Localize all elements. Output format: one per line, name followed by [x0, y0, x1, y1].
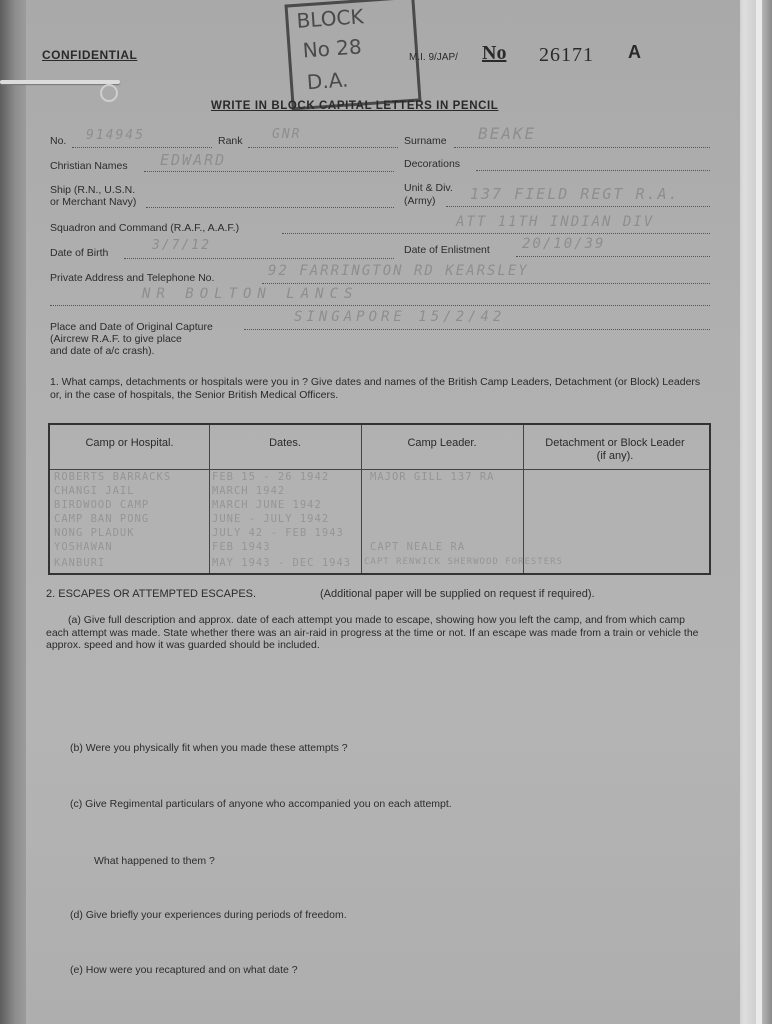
rank-value: GNR — [272, 127, 302, 142]
file-stack-left-edge — [0, 0, 26, 1024]
confidential-label: CONFIDENTIAL — [42, 48, 138, 62]
form-sheet — [26, 0, 740, 1024]
ship-label-line-1: Ship (R.N., U.S.N. — [50, 184, 136, 196]
table-row-7-leader: CAPT RENWICK SHERWOOD FORESTERS — [364, 557, 563, 567]
capture-value: SINGAPORE 15/2/42 — [294, 309, 506, 325]
column-header-camp: Camp or Hospital. — [85, 437, 174, 449]
question-2c-text: (c) Give Regimental particulars of anyone who accompanied you on each attempt. — [70, 798, 452, 810]
table-row-6-dates: FEB 1943 — [212, 541, 271, 553]
block-capitals-instruction: WRITE IN BLOCK CAPITAL LETTERS IN PENCIL — [211, 100, 499, 112]
table-row-7-camp: KANBURI — [54, 557, 106, 569]
column-header-dates: Dates. — [269, 437, 301, 449]
stamp-line-1: BLOCK — [295, 4, 365, 33]
camps-table — [48, 423, 711, 575]
question-2b-text: (b) Were you physically fit when you made these attempts ? — [70, 742, 348, 754]
question-2a-text: (a) Give full description and approx. date of each attempt you made to escape, showing how you left the camp, and from which camp each attempt was made. State whether there was an air-raid in progress at the time or not. If an escape was made from a train or vehicle the approx. speed and how it was guarded should be included. — [46, 614, 699, 651]
table-row-4-dates: JUNE - JULY 1942 — [212, 513, 330, 525]
question-2e-text: (e) How were you recaptured and on what date ? — [70, 964, 298, 976]
binding-string — [0, 80, 120, 84]
question-1-text: 1. What camps, detachments or hospitals were you in ? Give dates and names of the British Camp Leaders, Detachment (or Block) Leaders or, in the case of hospitals, the Senior British Medical Officers. — [50, 376, 701, 401]
no-value: 914945 — [86, 128, 145, 143]
capture-label-line-2: (Aircrew R.A.F. to give place — [50, 333, 182, 345]
table-row-6-camp: YOSHAWAN — [54, 541, 113, 553]
squadron-value: ATT 11TH INDIAN DIV — [456, 214, 655, 230]
file-stack-right-sheet — [756, 0, 762, 1024]
capture-label-line-1: Place and Date of Original Capture — [50, 321, 213, 333]
decorations-label: Decorations — [404, 158, 461, 170]
table-row-3-camp: BIRDWOOD CAMP — [54, 499, 150, 511]
table-row-4-camp: CAMP BAN PONG — [54, 513, 150, 525]
table-row-1-leader: MAJOR GILL 137 RA — [370, 471, 495, 483]
stamp-line-3: D.A. — [306, 67, 350, 95]
table-row-3-dates: MARCH JUNE 1942 — [212, 499, 322, 511]
question-2c-followup-text: What happened to them ? — [94, 855, 215, 867]
column-header-camp-leader: Camp Leader. — [407, 437, 477, 449]
no-label: No. — [50, 135, 67, 147]
date-of-enlistment-value: 20/10/39 — [522, 236, 606, 252]
private-address-value-line-1: 92 FARRINGTON RD KEARSLEY — [268, 263, 529, 279]
block-stamp — [284, 0, 421, 110]
capture-label-line-3: and date of a/c crash). — [50, 345, 155, 357]
private-address-label: Private Address and Telephone No. — [50, 272, 215, 284]
table-row-2-camp: CHANGI JAIL — [54, 485, 135, 497]
christian-names-value: EDWARD — [160, 151, 227, 169]
table-row-5-dates: JULY 42 - FEB 1943 — [212, 527, 344, 539]
table-row-1-camp: ROBERTS BARRACKS — [54, 471, 172, 483]
rank-label: Rank — [218, 135, 243, 147]
unit-label-line-2: (Army) — [404, 195, 436, 207]
unit-label-line-1: Unit & Div. — [404, 182, 453, 194]
table-row-6-leader: CAPT NEALE RA — [370, 541, 466, 553]
question-2-heading: 2. ESCAPES OR ATTEMPTED ESCAPES. — [46, 588, 257, 600]
table-row-5-camp: NONG PLADUK — [54, 527, 135, 539]
date-of-enlistment-label: Date of Enlistment — [404, 244, 490, 256]
table-row-2-dates: MARCH 1942 — [212, 485, 286, 497]
serial-number: 26171 — [539, 44, 594, 66]
table-row-7-dates: MAY 1943 - DEC 1943 — [212, 557, 352, 569]
ship-label-line-2: or Merchant Navy) — [50, 196, 137, 208]
serial-suffix: A — [628, 42, 641, 62]
surname-value: BEAKE — [478, 124, 537, 143]
table-row-1-dates: FEB 15 - 26 1942 — [212, 471, 330, 483]
date-of-birth-value: 3/7/12 — [152, 238, 211, 253]
column-header-detachment-leader: Detachment or Block Leader (if any). — [545, 437, 685, 462]
mi-reference: M.I. 9/JAP/ — [409, 52, 458, 63]
serial-no-label: No — [482, 42, 507, 64]
binding-string-knot — [100, 84, 118, 102]
private-address-value-line-2: NR BOLTON LANCS — [142, 286, 359, 302]
question-2d-text: (d) Give briefly your experiences during periods of freedom. — [70, 909, 347, 921]
stamp-line-2: No 28 — [301, 34, 363, 63]
unit-value: 137 FIELD REGT R.A. — [470, 185, 680, 203]
squadron-label: Squadron and Command (R.A.F., A.A.F.) — [50, 222, 240, 234]
date-of-birth-label: Date of Birth — [50, 247, 109, 259]
surname-label: Surname — [404, 135, 447, 147]
question-2-note: (Additional paper will be supplied on request if required). — [320, 588, 595, 600]
christian-names-label: Christian Names — [50, 160, 128, 172]
